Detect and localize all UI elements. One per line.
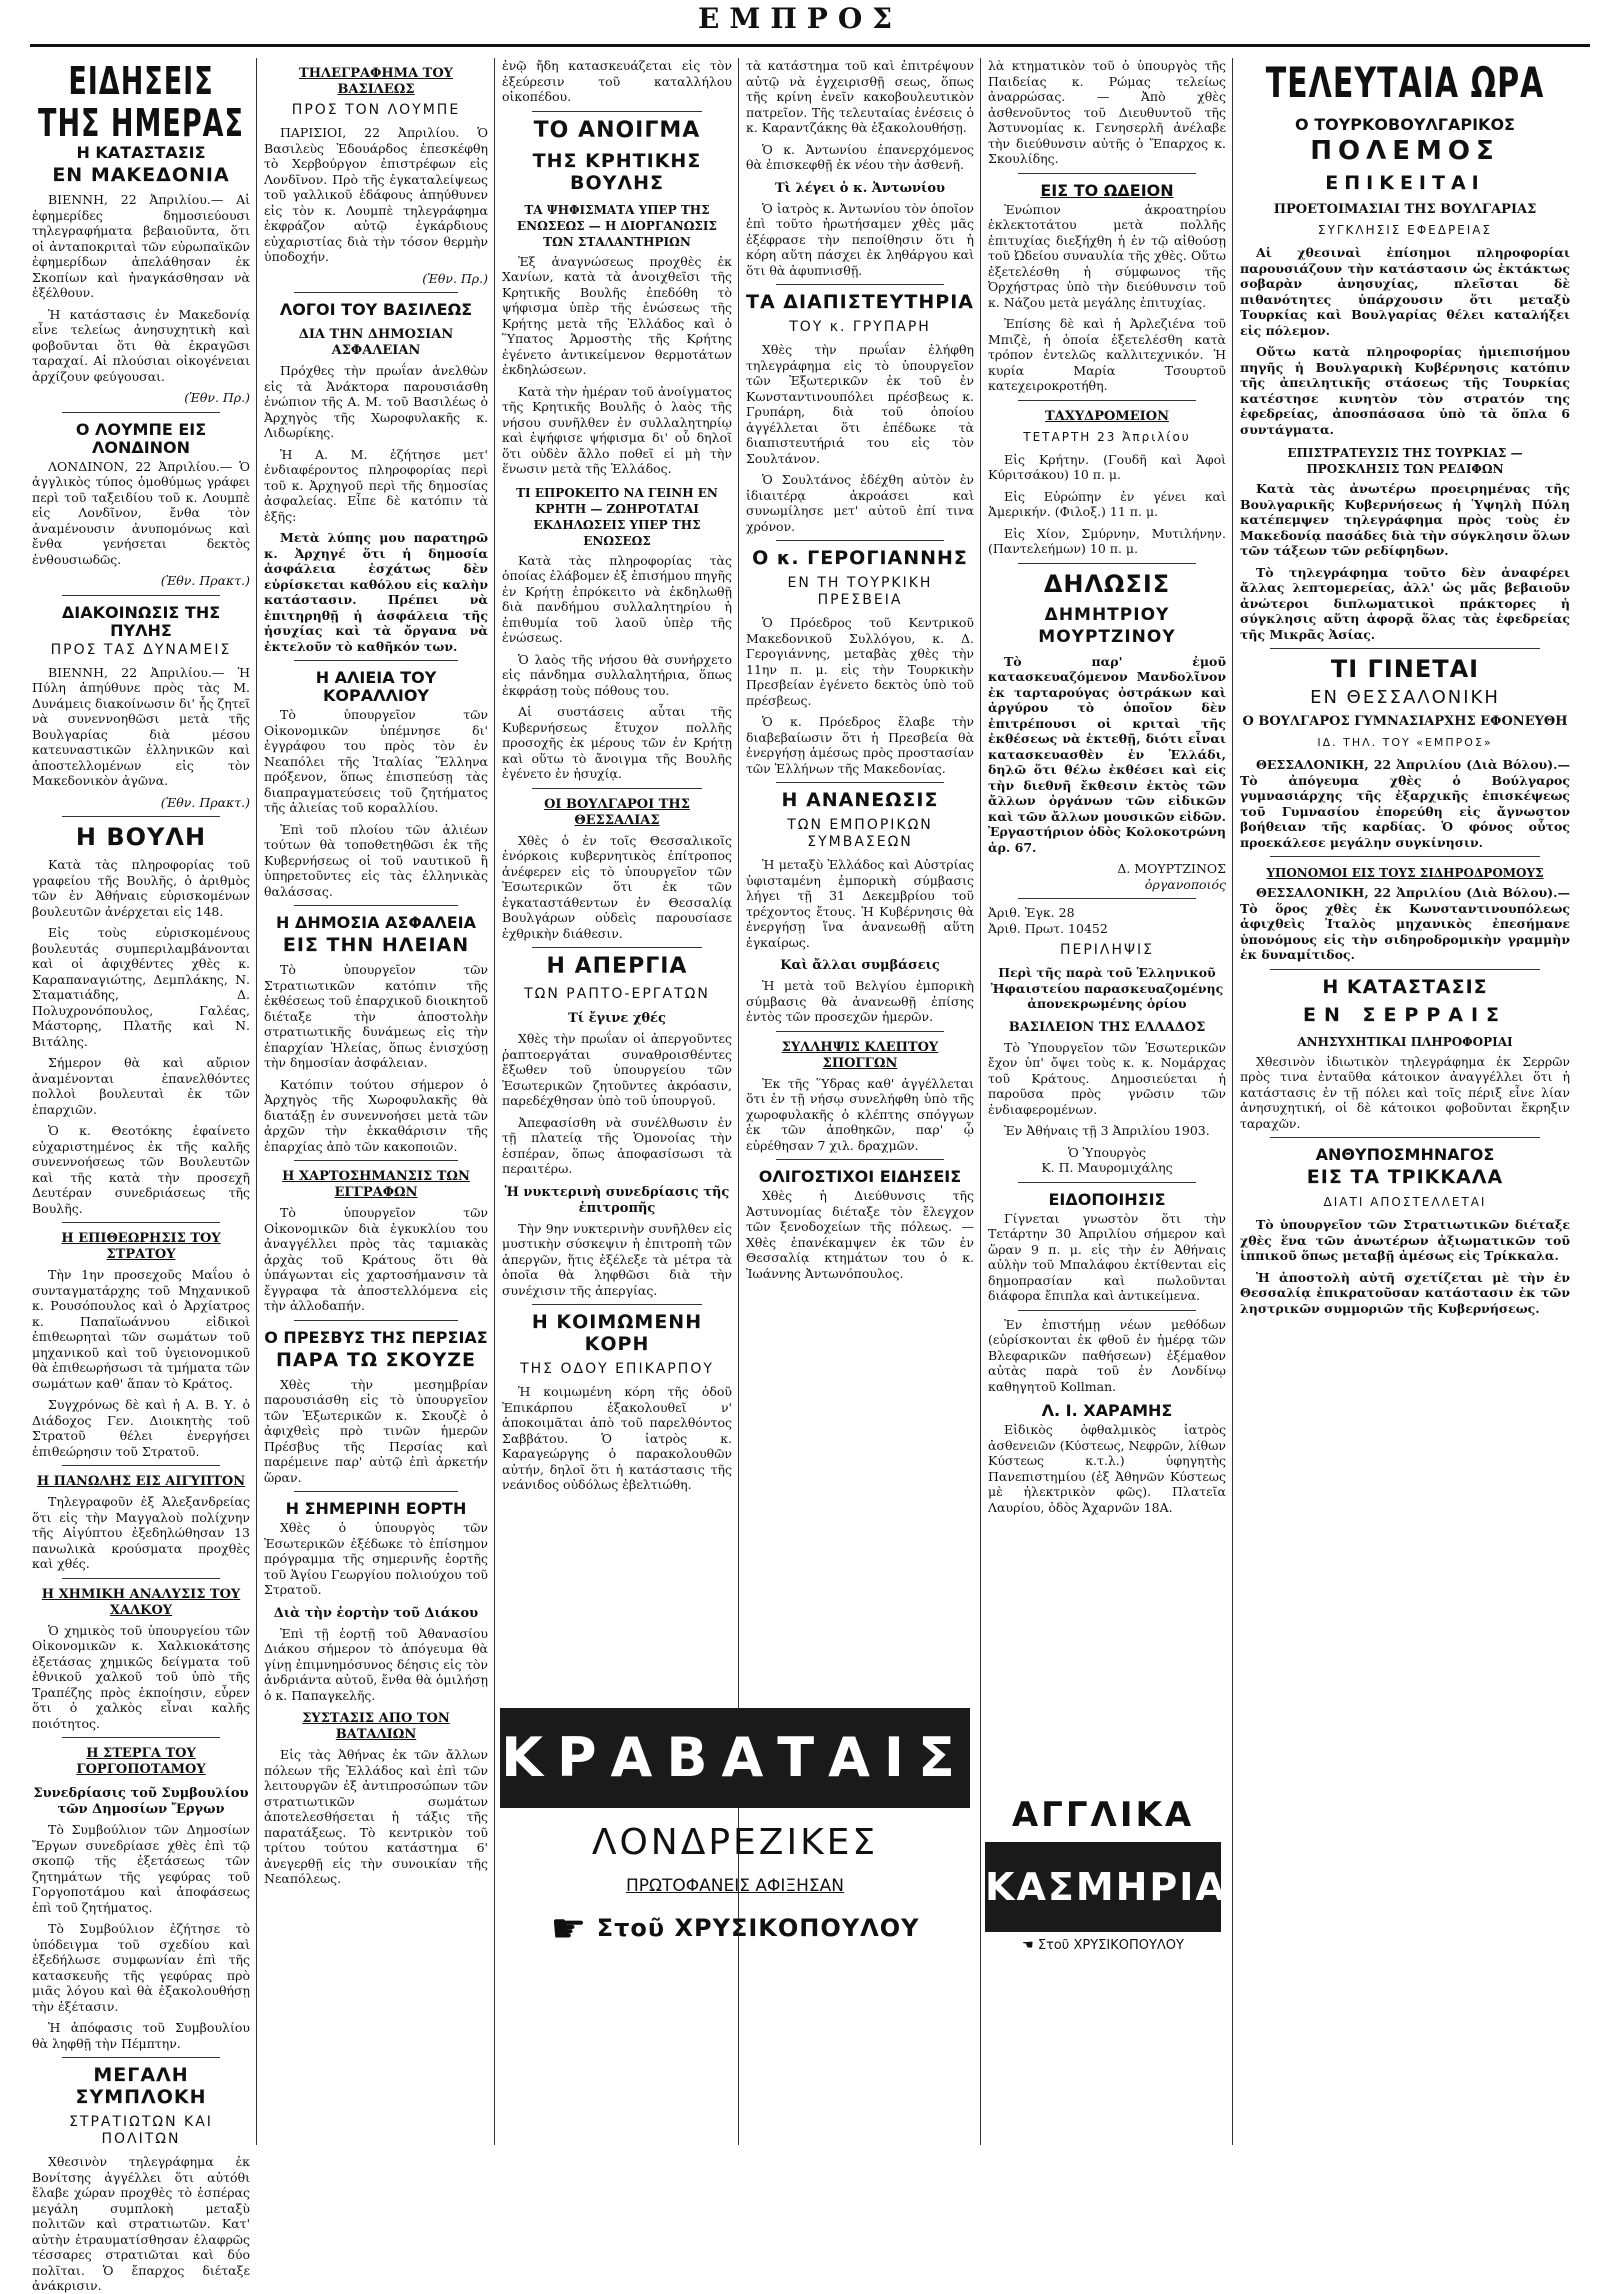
divider: [1270, 1137, 1540, 1138]
article-paragraph: Τὸ ὑπουργεῖον τῶν Στρατιωτικῶν κατόπιν τῆς ἐκθέσεως τοῦ ἐπαρχικοῦ διοικητοῦ διέταξε τὴν ἀποστολὴν στρατιωτικῆς δυνάμεως εἰς τὴν ἐπαρχίαν Ἠλείας, ὅπως ἐνισχύσῃ τὴν δημοσίαν ἀσφάλειαν.: [264, 962, 488, 1070]
column-4: [746, 58, 974, 1695]
article-source: (Ἐθν. Πρ.): [422, 270, 488, 286]
article-paragraph: Αἱ χθεσιναὶ ἐπίσημοι πληροφορίαι παρουσιάζουν τὴν κατάστασιν ὡς ἐκτάκτως σοβαρὰν ἀνησυχίας, πλεῖσται δὲ πιθανότητες ὑπάρχουσιν ὅτι μεταξὺ Τουρκίας καὶ Βουλγαρίας θέλει καταλήξει εἰς πόλεμον.: [1240, 245, 1570, 338]
article-heading: ΕΝ ΘΕΣΣΑΛΟΝΙΚΗ: [1310, 687, 1500, 708]
post-line: Εἰς Εὐρώπην ἐν γένει καὶ Ἀμερικήν. (Φιλοξ.) 11 π. μ.: [988, 488, 1226, 519]
divider: [1018, 898, 1196, 899]
divider: [294, 1491, 458, 1492]
article-paragraph: λὰ κτηματικὸν τοῦ ὁ ὑπουργὸς τῆς Παιδείας κ. Ρώμας τελείως ἀναρρώσας. — Ἀπὸ χθὲς ἀσθενοῦντος τοῦ Διευθυντοῦ τῆς Ἀστυνομίας κ. Γενησερλῆ ἀνέλαβε τὴν διεύθυνσιν αὐτῆς ὁ Ἔπαρχος κ. Σκουλίδης.: [988, 58, 1226, 166]
article-heading: ΕΙΣ ΤΑ ΤΡΙΚΚΑΛΑ: [1306, 1166, 1504, 1188]
article-heading: ΕΙΣ ΤΟ ΩΔΕΙΟΝ: [1040, 180, 1174, 200]
divider: [62, 1737, 220, 1738]
article-paragraph: Χθὲς ὁ ὑπουργὸς τῶν Ἐσωτερικῶν ἐξέδωκε τὸ ἐπίσημον πρόγραμμα τῆς σημερινῆς ἑορτῆς τοῦ Ἁγίου Γεωργίου πολιούχου τοῦ Στρατοῦ.: [264, 1520, 488, 1597]
article-source: (Ἐθν. Πρακτ.): [160, 573, 250, 588]
article-subheading: Καὶ ἄλλαι συμβάσεις: [780, 958, 940, 973]
article-heading: Η ΧΗΜΙΚΗ ΑΝΑΛΥΣΙΣ ΤΟΥ ΧΑΛΚΟΥ: [41, 1586, 241, 1618]
article-heading: Η ΒΟΥΛΗ: [75, 823, 207, 851]
article-paragraph: Ἡ ἀποστολὴ αὐτῆ σχετίζεται μὲ τὴν ἐν Θεσσαλίᾳ ἐπικρατοῦσαν κατάστασιν ἐκ τῶν ληστρικῶν συμμοριῶν τῆς Κυβερνήσεως.: [1240, 1269, 1570, 1316]
article-paragraph: Ἡ μετὰ τοῦ Βελγίου ἐμπορικὴ σύμβασις θὰ ἀνανεωθῇ ἐπίσης ἐντὸς τῶν προσεχῶν ἡμερῶν.: [746, 978, 974, 1024]
article-paragraph: Τὴν 9ην νυκτερινὴν συνῆλθεν εἰς μυστικὴν σύσκεψιν ἡ ἐπιτροπὴ τῶν ἀπεργῶν, ἥτις ἐξέλεξε τὰ μέτρα τὰ ὁποῖα θὰ ληφθῶσι διὰ τὴν συνέχισιν τῆς ἀπεργίας.: [502, 1220, 732, 1298]
article-paragraph: Ὁ λαὸς τῆς νήσου θὰ συνήρχετο εἰς πάνδημα συλλαλητήρια, ὅπως ἐκφράσῃ τοὺς πόθους του.: [502, 651, 732, 698]
article-heading: Η ΣΗΜΕΡΙΝΗ ΕΟΡΤΗ: [285, 1499, 467, 1518]
article-subheading: Ἡ νυκτερινὴ συνεδρίασις τῆς ἐπιτροπῆς: [504, 1184, 730, 1216]
article-paragraph: Χθὲς ὁ ἐν τοῖς Θεσσαλικοῖς ἐνόρκοις κυβερνητικὸς ἐπίτροπος ἀνέφερεν εἰς τὸ ὑπουργεῖον τῶν Ἐσωτερικῶν ὅτι ἐκ τῶν ἐγκαταστάθεντων ἐν Θεσσαλίᾳ Βουλγάρων οὐδεὶς παρουσίασε ἐχθρικὴν διάθεσιν.: [502, 832, 732, 941]
doctor-name: Λ. Ι. ΧΑΡΑΜΗΣ: [1041, 1401, 1173, 1420]
article-heading: ΕΙΣ ΤΗΝ ΗΛΕΙΑΝ: [282, 934, 470, 956]
article-heading: Ο ΛΟΥΜΠΕ ΕΙΣ ΛΟΝΔΙΝΟΝ: [75, 419, 207, 457]
advert-cashmere-heading: ΑΓΓΛΙΚΑ: [1011, 1795, 1195, 1835]
masthead: ΕΜΠΡΟΣ: [697, 2, 903, 35]
divider: [776, 1159, 944, 1160]
column-rule: [256, 58, 257, 2145]
article-paragraph: Τὸ Συμβούλιον τῶν Δημοσίων Ἔργων συνεδρίασε χθὲς ἐπὶ τῷ σκοπῷ τῆς ἐξετάσεως τῶν ζητημάτων τῆς γεφύρας τοῦ Γοργοποτάμου καὶ ἀποφάσεως ἐπὶ τοῦ ζητήματος.: [32, 1822, 250, 1915]
column-rule: [1232, 58, 1233, 2145]
article-paragraph: Χθὲς τὴν μεσημβρίαν παρουσιάσθη εἰς τὸ ὑπουργεῖον τῶν Ἐξωτερικῶν κ. Σκουζὲ ὁ ἀφιχθεὶς πρὸ τινῶν ἡμερῶν Πρέσβυς τῆς Περσίας καὶ παρέμεινε παρ' αὐτῷ ἐπὶ ἀρκετήν ὥραν.: [264, 1376, 488, 1485]
article-paragraph: Κατόπιν τούτου σήμερον ὁ Ἀρχηγὸς τῆς Χωροφυλακῆς θὰ διατάξῃ ἐν συνεννοήσει μετὰ τῶν ἀρχῶν τὴν ἐκκαθάρισιν τῆς ἐπαρχίας ἀπὸ τῶν κακοποιῶν.: [264, 1076, 488, 1154]
article-paragraph: Πρόχθες τὴν πρωΐαν ἀνελθὼν εἰς τὰ Ἀνάκτορα παρουσιάσθη ἐνώπιον τῆς Α. Μ. τοῦ Βασιλέως ὁ Ἀρχηγὸς τῆς Χωροφυλακῆς κ. Λιδωρίκης.: [264, 363, 488, 440]
article-subheading: ΤΙ ΕΠΡΟΚΕΙΤΟ ΝΑ ΓΕΙΝΗ ΕΝ ΚΡΗΤΗ — ΖΩΗΡΟΤΑΤΑΙ ΕΚΔΗΛΩΣΕΙΣ ΥΠΕΡ ΤΗΣ ΕΝΩΣΕΩΣ: [516, 485, 718, 548]
article-paragraph: ΠΑΡΙΣΙΟΙ, 22 Ἀπριλίου. Ὁ Βασιλεὺς Ἐδουάρδος ἐπεσκέφθη τὸ Χερβούργον ἐπιστρέφων εἰς Λονδῖνον. Πρὸ τῆς ἐγκαταλείψεως τοῦ γαλλικοῦ ἐδάφους ἀπηύθυνεν εἰς τὸν κ. Λουμπὲ τηλεγράφημα ἐκφράζον αὐτῷ ἐγκάρδιους εὐχαριστίας διὰ τὴν τόσον θερμὴν ὑποδοχήν.: [264, 125, 488, 264]
article-paragraph: Ἐπίσης δὲ καὶ ἡ Ἀρλεζιένα τοῦ Μπιζὲ, ἡ ὁποία ἐξετελέσθη κατὰ τρόπον ἐντελῶς καλλιτεχνικόν. Ἡ κυρία Μαρία Τσουρτοῦ κατεχειροκροτήθη.: [988, 316, 1226, 393]
article-source: (Ἐθν. Πρ.): [184, 390, 250, 405]
article-paragraph: Συγχρόνως δὲ καὶ ἡ Α. Β. Υ. ὁ Διάδοχος Γεν. Διοικητὴς τοῦ Στρατοῦ θέλει ἐνεργήσει ἐπιθεώρησιν τοῦ Στρατοῦ.: [32, 1397, 250, 1459]
divider: [62, 1222, 220, 1223]
column-1: [32, 58, 250, 2293]
article-heading: Η ΚΟΙΜΩΜΕΝΗ ΚΟΡΗ: [531, 1311, 703, 1355]
column-6: [1240, 58, 1570, 2145]
article-subheading: ΣΥΣΤΑΣΙΣ ΑΠΟ ΤΟΝ ΒΑΤΑΛΙΩΝ: [302, 1711, 450, 1742]
article-subheading: ΠΡΟΕΤΟΙΜΑΣΙΑΙ ΤΗΣ ΒΟΥΛΓΑΡΙΑΣ: [1273, 202, 1537, 217]
article-heading: Ο ΤΟΥΡΚΟΒΟΥΛΓΑΡΙΚΟΣ: [1295, 115, 1515, 134]
article-paragraph: Τὴν 1ην προσεχοῦς Μαΐου ὁ συνταγματάρχης τοῦ Μηχανικοῦ κ. Ρουσόπουλος καὶ ὁ Ἀρχίατρος κ. Παπαϊωάννου εἰδικοὶ ἐπιθεωρηταὶ τῶν σωμάτων τοῦ μηχανικοῦ καὶ τοῦ ὑγειονομικοῦ θὰ ἐπιθεωρήσωσι τὰ τμήματα τῶν σωμάτων καθ' ἅπαν τὸ Κράτος.: [32, 1267, 250, 1391]
article-paragraph: Εἰς τὰς Ἀθήνας ἐκ τῶν ἄλλων πόλεων τῆς Ἑλλάδος καὶ ἐπὶ τῶν λειτουργῶν ἐξ ἀντιπροσώπων τῶν στρατιωτικῶν σωμάτων ἀποτελεσθήσεται ἡ τάξις τῆς παρατάξεως. Τὸ κεντρικὸν τοῦ τρίτου τούτου κατάστημα 6' ἀνεγερθῇ εἰς τὴν συνοικίαν τῆς Νεαπόλεως.: [264, 1747, 488, 1886]
article-paragraph: Ἡ κατάστασις ἐν Μακεδονίᾳ εἶνε τελείως ἀνησυχητικὴ καὶ φοβοῦνται ὅτι θὰ ἐκραγῶσι ταραχαί. Αἱ πλούσιαι οἰκογένειαι ἀρχίζουν φεύγουσαι.: [32, 306, 250, 384]
article-heading: ΤΗΣ ΟΔΟΥ ΕΠΙΚΑΡΠΟΥ: [520, 1361, 714, 1377]
article-heading: ΤΟ ΑΝΟΙΓΜΑ: [533, 117, 701, 143]
article-heading: ΠΡΟΣ ΤΟΝ ΛΟΥΜΠΕ: [291, 102, 461, 118]
article-paragraph: Ὁ κ. Πρόεδρος ἔλαβε τὴν διαβεβαίωσιν ὅτι ἡ Πρεσβεία θὰ ἐνεργήσῃ ἀμέσως πρὸς προστασίαν τῶν Ἑλλήνων τῆς Μακεδονίας.: [746, 714, 974, 776]
divider: [294, 905, 458, 906]
column-banner: ΕΙΔΗΣΕΙΣ ΤΗΣ ΗΜΕΡΑΣ: [38, 60, 244, 146]
article-subheading: ΑΝΗΣΥΧΗΤΙΚΑΙ ΠΛΗΡΟΦΟΡΙΑΙ: [1297, 1034, 1513, 1049]
advert-cravats-banner: ΚΡΑΒΑΤΑΙΣ: [500, 1708, 970, 1808]
article-heading: ΑΝΘΥΠΟΣΜΗΝΑΓΟΣ: [1315, 1145, 1495, 1164]
article-paragraph: Τὸ Συμβούλιον ἐζήτησε τὸ ὑπόδειγμα τοῦ σχεδίου καὶ ἐξεδήλωσε συμφωνίαν ἐπὶ τῆς κατασκευῆς τῆς γεφύρας πρὸ μιᾶς λόγου καὶ θὰ ἐξακολουθήσῃ τὴν ἐξέτασιν.: [32, 1921, 250, 2014]
divider: [1018, 173, 1196, 174]
divider: [294, 660, 458, 661]
article-heading: Η ΧΑΡΤΟΣΗΜΑΝΣΙΣ ΤΩΝ ΕΓΓΡΑΦΩΝ: [282, 1169, 470, 1200]
article-paragraph: Ὁ κ. Ἀντωνίου ἐπανερχόμενος θὰ ἐπισκεφθῇ ἐκ νέου τὴν ἀσθενῆ.: [746, 141, 974, 172]
article-paragraph: Μετὰ λύπης μου παρατηρῶ κ. Ἀρχηγέ ὅτι ἡ δημοσία ἀσφάλεια ἐσχάτως δὲν εὑρίσκεται καθόλου εἰς καλὴν κατάστασιν. Πρέπει νὰ ἐπιτηρηθῇ ἡ ἀσφάλεια τῆς ἡσυχίας καὶ τὰ ὄργανα νὰ ἐκτελοῦν τὸ καθῆκόν των.: [264, 530, 488, 654]
divider: [776, 540, 944, 541]
divider: [62, 816, 220, 817]
registry-number: Ἀριθ. Ἐγκ. 28: [988, 905, 1075, 920]
article-paragraph: Χθεσινὸν ἰδιωτικὸν τηλεγράφημα ἐκ Σερρῶν πρὸς τινα ἐνταῦθα κάτοικον ἀναγγέλλει ὅτι ἡ κατάστασις ἐν τῇ πόλει καὶ τοῖς πέριξ εἶνε λίαν ἀνησυχητική, οἱ δὲ κάτοικοι φοβοῦνται ἔκρηξιν ταραχῶν.: [1240, 1053, 1570, 1131]
article-paragraph: ΘΕΣΣΑΛΟΝΙΚΗ, 22 Ἀπριλίου (Διὰ Βόλου).— Τὸ ὅρος χθὲς ἐκ Κωνσταντινουπόλεως ἀφιχθεὶς Ἰταλὸς μηχανικὸς ἐπεσήμανε ὑπονόμους εἰς τὴν σιδηροδρομικὴν γραμμὴν ἐκ δυναμίτιδος.: [1240, 885, 1570, 962]
article-paragraph: Τὸ ὑπουργεῖον τῶν Στρατιωτικῶν διέταξε χθὲς ἕνα τῶν ἀνωτέρων ἀξιωματικῶν τοῦ ἱππικοῦ ὅπως μεταβῇ ἀμέσως εἰς Τρίκκαλα.: [1240, 1217, 1570, 1263]
advert-cashmere-shop: [978, 1934, 1228, 1958]
article-heading: ΤΟΥ κ. ΓΡΥΠΑΡΗ: [789, 319, 931, 335]
article-paragraph: Τὸ ὑπουργεῖον τῶν Οἰκονομικῶν διὰ ἐγκυκλίου του ἀναγγέλλει πρὸς τὰς ταμιακὰς ἀρχὰς τοῦ Κράτους ὅτι θὰ ὑπάγωνται εἰς χαρτοσήμανσιν τὰ ἔγγραφα τὰ ἀποστελλόμενα εἰς τὴν ἀλλοδαπήν.: [264, 1205, 488, 1313]
article-heading: Η ΑΠΕΡΓΙΑ: [546, 954, 688, 979]
column-banner: ΤΕΛΕΥΤΑΙΑ ΩΡΑ: [1265, 59, 1545, 109]
column-3: [502, 58, 732, 1695]
registry-number: Ἀριθ. Πρωτ. 10452: [988, 920, 1108, 936]
article-subheading: ΔΙΑΤΙ ΑΠΟΣΤΕΛΛΕΤΑΙ: [1323, 1195, 1487, 1209]
divider: [532, 788, 702, 789]
divider: [776, 782, 944, 783]
article-heading: ΤΑΧΥΔΡΟΜΕΙΟΝ: [1045, 408, 1169, 424]
column-5: [988, 58, 1226, 1775]
divider: [1270, 856, 1540, 857]
article-paragraph: Ἡ ἀπόφασις τοῦ Συμβουλίου θὰ ληφθῇ τὴν Πέμπτην.: [32, 2020, 250, 2051]
article-heading: ΔΙΑ ΤΗΝ ΔΗΜΟΣΙΑΝ ΑΣΦΑΛΕΙΑΝ: [298, 327, 454, 358]
article-heading: ΕΝ ΣΕΡΡΑΙΣ: [1302, 1003, 1508, 1026]
divider: [1018, 1182, 1196, 1183]
divider: [62, 412, 220, 413]
article-source: (Ἐθν. Πρακτ.): [160, 794, 250, 810]
article-heading: ΤΗΣ ΚΡΗΤΙΚΗΣ ΒΟΥΛΗΣ: [532, 149, 702, 194]
article-paragraph: Ἀπεφασίσθη νὰ συνέλθωσιν ἐν τῇ πλατείᾳ τῆς Ὁμονοίας τὴν ἑσπέραν, ὅπως ἀποφασίσωσι τὰ περαιτέρω.: [502, 1114, 732, 1176]
article-paragraph: Οὕτω κατὰ πληροφορίας ἡμιεπισήμου πηγῆς ἡ Βουλγαρικὴ Κυβέρνησις κατόπιν τῆς ἀπειλητικῆς στάσεως τῆς Τουρκίας κατέστησε κινητὸν τὸν στρατόν της ἐφεδρείας, ἀποσπάσασα ὑπὸ τὰ ὅπλα 6 συντάγματα.: [1240, 344, 1570, 437]
divider: [1018, 563, 1196, 564]
article-paragraph: ἐνῷ ἤδη κατασκευάζεται εἰς τὸν ἐξεύρεσιν τοῦ καταλλήλου οἰκοπέδου.: [502, 58, 732, 104]
article-paragraph: Εἰς τοὺς εὑρισκομένους βουλευτάς συμπεριλαμβάνονται καὶ οἱ ἀφιχθέντες χθὲς κ. Καραπαναγιώτης, Δεμπλάκης, Ν. Σταματιάδης, Δ. Πολυχρονόπουλος, Γαλέας, Μάστορης, Πλατῆς καὶ Ν. Βιτάλης.: [32, 925, 250, 1049]
article-paragraph: Ἐν ἐπιστήμῃ νέων μεθόδων (εὑρίσκονται ἐκ φθοῦ ἐν ἡμέρᾳ τῶν Βλεφαρικῶν παθήσεων) ἐξέμαθον αὐτὰς παρὰ τοῦ ἐν Λονδίνῳ καθηγητοῦ Kollman.: [988, 1316, 1226, 1394]
article-paragraph: Ὁ ἰατρὸς κ. Ἀντωνίου τὸν ὁποῖον ἐπὶ τοῦτο ἠρωτήσαμεν χθὲς μᾶς ἐξέφρασε τὴν πεποίθησιν ὅτι ἡ κόρη αὕτη πάσχει ἐκ ληθάργου καὶ ὅτι θὰ ἀφυπνισθῇ.: [746, 200, 974, 278]
article-heading: ΒΑΣΙΛΕΙΟΝ ΤΗΣ ΕΛΛΑΔΟΣ: [1008, 1019, 1206, 1035]
advert-cravats-shop: [500, 1906, 970, 1952]
article-paragraph: Ἐπὶ τοῦ πλοίου τῶν ἁλιέων τούτων θὰ τοποθετηθῶσι ἐκ τῆς Κυβερνήσεως οἱ τοῦ ναυτικοῦ ἢ ὑπηρετοῦντες εἰς τὰς ἑλληνικὰς θαλάσσας.: [264, 821, 488, 899]
article-heading: Ο κ. ΓΕΡΟΓΙΑΝΝΗΣ: [752, 547, 968, 569]
divider: [1270, 648, 1540, 649]
article-heading: ΠΑΡΑ ΤΩ ΣΚΟΥΖΕ: [276, 1348, 476, 1371]
article-heading: ΣΥΛΛΗΨΙΣ ΚΛΕΠΤΟΥ ΣΠΟΓΓΩΝ: [781, 1039, 939, 1071]
article-heading: Η ΚΑΤΑΣΤΑΣΙΣ: [1322, 975, 1488, 998]
divider: [776, 1031, 944, 1032]
article-paragraph: Γίγνεται γνωστὸν ὅτι τὴν Τετάρτην 30 Ἀπριλίου σήμερον καὶ ὥραν 9 π. μ. εἰς τὴν ἐν Ἀθήναις αὐλὴν τοῦ Μπαλάφου ἐκτίθενται εἰς δημοπρασίαν καὶ πωλοῦνται διάφορα ἔπιπλα καὶ ἀντικείμενα.: [988, 1210, 1226, 1303]
divider: [62, 595, 220, 596]
article-heading: ΕΠΙΚΕΙΤΑΙ: [1325, 172, 1485, 194]
article-heading: Η ΚΑΤΑΣΤΑΣΙΣ: [76, 143, 206, 162]
article-paragraph: τὰ κατάστημα τοῦ καὶ ἐπιτρέψουν αὐτῷ νὰ ἐγχειρισθῇ σεως, ὅπως τῆς κρίνη ἐνεῖν κακοβουλευτικὸν πατρεῖον. Τῆς τελευταίας ἐνέσεις ὁ κ. Καραντζάκης θὰ ἐξακολουθήσῃ.: [746, 58, 974, 135]
article-heading: Η ΑΛΙΕΙΑ ΤΟΥ ΚΟΡΑΛΛΙΟΥ: [315, 668, 437, 705]
article-paragraph: Χθὲς τὴν πρωΐαν οἱ ἀπεργοῦντες ῥαπτοεργάται συναθροισθέντες ἔξωθεν τοῦ ὑπουργείου τῶν Ἐσωτερικῶν ζητοῦντες ἀκρόασιν, παρεδέχθησαν ὑπὸ τοῦ ὑπουργοῦ.: [502, 1031, 732, 1108]
article-paragraph: Ὁ κ. Θεοτόκης ἐφαίνετο εὐχαριστημένος ἐκ τῆς καλῆς συνεννοήσεως τῶν Βουλευτῶν καὶ τῆς κατὰ τὴν προσεχῆ Δευτέραν συνεδριάσεως τῆς Βουλῆς.: [32, 1123, 250, 1216]
article-paragraph: Χθεσινὸν τηλεγράφημα ἐκ Βονίτσης ἀγγέλλει ὅτι αὐτόθι ἔλαβε χώραν προχθὲς τὸ ἑσπέρας μεγάλη συμπλοκὴ μεταξὺ πολιτῶν καὶ στρατιωτῶν. Κατ' αὐτὴν ἐτραυματίσθησαν ἐλαφρῶς τέσσαρες στρατιῶται καὶ δύο πολῖται. Ὁ ἔπαρχος διέταξε ἀνάκρισιν.: [32, 2154, 250, 2293]
article-paragraph: Ὁ Σουλτάνος ἐδέχθη αὐτὸν ἐν ἰδιαιτέρᾳ ἀκροάσει καὶ συνωμίλησε μετ' αὐτοῦ ἐπί τινα χρόνον.: [746, 472, 974, 534]
article-paragraph: Ἡ κοιμωμένη κόρη τῆς ὁδοῦ Ἐπικάρπου ἐξακολουθεῖ ν' ἀποκοιμᾶται ἀπὸ τοῦ παρελθόντος Σαββάτου. Ὁ ἰατρὸς κ. Καραγεώργης ὁ παρακολουθῶν αὐτήν, δηλοῖ ὅτι ἡ κατάστασις τῆς νεάνιδος οὐδόλως ἐβελτιώθη.: [502, 1384, 732, 1492]
minister-title: Ὁ Ὑπουργὸς: [1067, 1144, 1147, 1160]
article-date: Ἐν Ἀθήναις τῇ 3 Ἀπριλίου 1903.: [1004, 1123, 1210, 1138]
article-heading: ΣΤΡΑΤΙΩΤΩΝ ΚΑΙ ΠΟΛΙΤΩΝ: [69, 2114, 213, 2147]
article-subheading: ΙΔ. ΤΗΛ. ΤΟΥ «ΕΜΠΡΟΣ»: [1317, 736, 1493, 749]
column-rule: [494, 58, 495, 2145]
pointing-hand-icon: ☛: [550, 1906, 588, 1952]
article-paragraph: Ὁ Πρόεδρος τοῦ Κεντρικοῦ Μακεδονικοῦ Συλλόγου, κ. Δ. Γερογιάννης, μεταβὰς χθὲς τὴν 11ην π. μ. εἰς τὴν Τουρκικὴν Πρεσβείαν ἐγένετο δεκτὸς ὑπὸ τοῦ πρέσβεως.: [746, 615, 974, 708]
article-heading: ΛΟΓΟΙ ΤΟΥ ΒΑΣΙΛΕΩΣ: [279, 300, 473, 319]
advert-shop-name: Στοῦ ΧΡΥΣΙΚΟΠΟΥΛΟΥ: [1037, 1938, 1184, 1953]
article-paragraph: Τὸ τηλεγράφημα τοῦτο δὲν ἀναφέρει ἄλλας λεπτομερείας, ἀλλ' ὡς μᾶς βεβαιοῦν ἀνώτεροι διπλωματικοὶ πράκτορες ἡ σύγκλησις αὕτη ἀφορᾷ ὅλας τὰς ἐφεδρείας τῆς Μικρᾶς Ἀσίας.: [1240, 564, 1570, 642]
article-paragraph: ΒΙΕΝΝΗ, 22 Ἀπριλίου.— Ἡ Πύλη ἀπηύθυνε πρὸς τὰς Μ. Δυνάμεις διακοίνωσιν δι' ἧς ζητεῖ νὰ συνεννοηθῶσι μετὰ τῆς Βουλγαρίας διὰ μέσου κατευναστικῶν ἐλληνικῶν καὶ ἀποστελλομένων εἰς τὸν Μακεδονικὸν ἀγῶνα.: [32, 664, 250, 788]
article-heading: ΤΙ ΓΙΝΕΤΑΙ: [1330, 655, 1480, 683]
article-paragraph: Ἐπὶ τῇ ἑορτῇ τοῦ Ἀθανασίου Διάκου σήμερον τὸ ἀπόγευμα θὰ γίνῃ ἐπιμνημόσυνος δέησις εἰς τὸν ἀνδριάντα αὐτοῦ, ἔνθα θὰ ὁμιλήσῃ ὁ κ. Παπαγκελῆς.: [264, 1625, 488, 1703]
article-heading: ΠΟΛΕΜΟΣ: [1310, 136, 1500, 166]
article-paragraph: Ἡ Α. Μ. ἐζήτησε μετ' ἐνδιαφέροντος πληροφορίας περὶ τοῦ κ. Ἀρχηγοῦ περὶ τῆς δημοσίας ἀσφαλείας. Εἶπε δὲ κατόπιν τὰ ἑξῆς:: [264, 446, 488, 524]
article-paragraph: Ἐξ ἀναγνώσεως προχθὲς ἐκ Χανίων, κατὰ τὰ ἀνοιχθεῖσι τῆς Κρητικῆς Βουλῆς ἐπεδόθη τὸ ψήφισμα ὑπὲρ τῆς ἑνώσεως τῆς Κρήτης μετὰ τῆς Ἑλλάδος καὶ ὁ Ὕπατος Ἁρμοστὴς τῆς Κρήτης ἐγένετο ἀντικείμενον θερμοτάτων ἐκδηλώσεων.: [502, 253, 732, 377]
article-heading: ΤΑ ΔΙΑΠΙΣΤΕΥΤΗΡΙΑ: [746, 291, 974, 313]
masthead-rule: [30, 44, 1590, 47]
article-paragraph: Τὸ παρ' ἐμοῦ κατασκευαζόμενον Μανδολῖνον ἐκ ταρταρούγας ὀστράκων καὶ ἀργύρου τὸ ὁποῖον δὲν ἐπιτρέπουσι οἱ κριταὶ τῆς ἐκθέσεως νὰ ἐκτεθῇ, διότι εἶναι κατασκευασθὲν ἐν Ἑλλάδι, δηλῶ ὅτι θέλω ἐκθέσει καὶ εἰς τὴν διεθνῆ ἔκθεσιν ἐκτὸς τῶν ἄλλων ὀργάνων τῶν εἰδικῶν καὶ τῶν ἄλλων μουσικῶν εἰδῶν. Ἐργαστήριον ὁδὸς Κολοκοτρώνη ἀρ. 67.: [988, 653, 1226, 855]
article-paragraph: Τὸ Ὑπουργεῖον τῶν Ἐσωτερικῶν ἔχον ὑπ' ὄψει τοὺς κ. κ. Νομάρχας τοῦ Κράτους. Δημοσιεύεται ἡ παροῦσα πρὸς γνῶσιν τῶν ἐνδιαφερομένων.: [988, 1039, 1226, 1117]
divider: [62, 1465, 220, 1466]
article-subheading: ΕΠΙΣΤΡΑΤΕΥΣΙΣ ΤΗΣ ΤΟΥΡΚΙΑΣ — ΠΡΟΣΚΛΗΣΙΣ ΤΩΝ ΡΕΔΙΦΩΝ: [1287, 446, 1523, 476]
article-heading: ΕΝ ΤΗ ΤΟΥΡΚΙΚΗ ΠΡΕΣΒΕΙΑ: [787, 575, 933, 608]
article-heading: ΟΛΙΓΟΣΤΙΧΟΙ ΕΙΔΗΣΕΙΣ: [758, 1167, 962, 1186]
article-heading: Ο ΠΡΕΣΒΥΣ ΤΗΣ ΠΕΡΣΙΑΣ: [264, 1327, 488, 1347]
pointing-hand-icon: ☚: [1022, 1938, 1034, 1953]
article-heading: Η ΕΠΙΘΕΩΡΗΣΙΣ ΤΟΥ ΣΤΡΑΤΟΥ: [61, 1231, 221, 1262]
post-date: ΤΕΤΑΡΤΗ 23 Ἀπριλίου: [1023, 429, 1191, 444]
advert-cravats-subtitle: ΛΟΝΔΡΕΖΙΚΕΣ: [591, 1822, 879, 1863]
article-paragraph: Κατὰ τὰς πληροφορίας τὰς ὁποίας ἐλάβομεν ἐξ ἐπισήμου πηγῆς ἐν Κρήτῃ ἐπρόκειτο νὰ ἐκδηλωθῇ διὰ πανδήμου συλλαλητηρίου ἡ ἐπιθυμία τοῦ λαοῦ ὑπὲρ τῆς ἑνώσεως.: [502, 552, 732, 645]
divider: [532, 1304, 702, 1305]
divider: [294, 1160, 458, 1161]
article-subheading: ΤΑ ΨΗΦΙΣΜΑΤΑ ΥΠΕΡ ΤΗΣ ΕΝΩΣΕΩΣ — Η ΔΙΟΡΓΑΝΩΣΙΣ ΤΩΝ ΣΤΑΛΑΝΤΗΡΙΩΝ: [517, 202, 717, 249]
divider: [294, 1320, 458, 1321]
article-paragraph: Ὁ χημικὸς τοῦ ὑπουργείου τῶν Οἰκονομικῶν κ. Χαλκιοκάτσης ἐξετάσας χημικῶς δείγματα τοῦ ἐθνικοῦ χαλκοῦ τοῦ ὑπὸ τῆς Τραπέζης πρὸς ἐκποίησιν, εὗρεν ὅτι ὁ χαλκὸς εἶναι καλῆς ποιότητος.: [32, 1622, 250, 1731]
article-heading: Η ΔΗΜΟΣΙΑ ΑΣΦΑΛΕΙΑ: [275, 913, 477, 932]
article-subheading: Διὰ τὴν ἑορτὴν τοῦ Διάκου: [273, 1605, 479, 1621]
article-paragraph: Εἰδικὸς ὀφθαλμικὸς ἰατρὸς ἀσθενειῶν (Κύστεως, Νεφρῶν, λίθων Κύστεως κ.τ.λ.) ὑφηγητὴς Πανεπιστημίου (ἐξ Ἀθηνῶν Κύστεως μὲ ἠλεκτρικὸν φῶς). Πλατεῖα Λαυρίου, ὁδὸς Ἀχαρνῶν 18Α.: [988, 1422, 1226, 1515]
divider: [1018, 400, 1196, 401]
article-heading: ΕΙΔΟΠΟΙΗΣΙΣ: [1048, 1189, 1166, 1209]
article-heading: ΥΠΟΝΟΜΟΙ ΕΙΣ ΤΟΥΣ ΣΙΔΗΡΟΔΡΟΜΟΥΣ: [1266, 866, 1544, 880]
article-paragraph: Τηλεγραφοῦν ἐξ Ἀλεξανδρείας ὅτι εἰς τὴν Μαγγαλοὺ πολίχνην τῆς Αἰγύπτου ἐξεδηλώθησαν 13 πανωλικὰ κρούσματα προχθὲς καὶ χθές.: [32, 1494, 250, 1571]
divider: [1018, 1310, 1196, 1311]
article-paragraph: Περὶ τῆς παρὰ τοῦ Ἑλληνικοῦ Ἠφαιστείου παρασκευαζομένης ἀπονεκρωμένης ὁρίου: [990, 965, 1224, 1011]
signature: Δ. ΜΟΥΡΤΖΙΝΟΣ: [1117, 861, 1226, 876]
article-heading: ΤΩΝ ΕΜΠΟΡΙΚΩΝ ΣΥΜΒΑΣΕΩΝ: [787, 817, 933, 850]
article-paragraph: Κατὰ τὴν ἡμέραν τοῦ ἀνοίγματος τῆς Κρητικῆς Βουλῆς ὁ λαὸς τῆς νήσου συνῆλθεν ἐν συλλαλητηρίῳ καὶ ἐψήφισε ψήφισμα δι' οὗ δηλοῖ ὅτι οὐδὲν ἄλλο ποθεῖ εἰ μὴ τὴν ἕνωσιν μετὰ τῆς Ἑλλάδος.: [502, 383, 732, 476]
divider: [62, 2057, 220, 2058]
article-paragraph: Χθὲς ἡ Διεύθυνσις τῆς Ἀστυνομίας διέταξε τὸν ἔλεγχον τῶν ξενοδοχείων τῆς πόλεως. — Χθὲς ἐπανέκαμψεν ἐκ τῶν ἐν Θεσσαλίᾳ κτημάτων του ὁ κ. Ἰωάννης Ἀντωνόπουλος.: [746, 1188, 974, 1281]
article-paragraph: Χθὲς τὴν πρωΐαν ἐλήφθη τηλεγράφημα εἰς τὸ ὑπουργεῖον τῶν Ἐξωτερικῶν ἐκ τοῦ ἐν Κωνσταντινουπόλει πρέσβεως κ. Γρυπάρη, διὰ τοῦ ὁποίου ἀγγέλλεται ὅτι ἐπέδωκε τὰ διαπιστευτήριά του εἰς τὸν Σουλτάνον.: [746, 342, 974, 466]
divider: [532, 111, 702, 112]
article-paragraph: ΛΟΝΔΙΝΟΝ, 22 Ἀπριλίου.— Ὁ ἀγγλικὸς τύπος ὁμοθύμως γράφει περὶ τοῦ ταξειδίου τοῦ κ. Λουμπὲ εἰς Λονδῖνον, ἔνθα τὸν ἀναμένουσιν ἀνυπομόνως καὶ ἔνθα γενήσεται δεκτὸς ἐνθουσιωδῶς.: [32, 458, 250, 567]
article-paragraph: Κατὰ τὰς πληροφορίας τοῦ γραφείου τῆς Βουλῆς, ὁ ἀριθμὸς τῶν ἐν Ἀθήναις εὑρισκομένων βουλευτῶν ἀνέρχεται εἰς 148.: [32, 857, 250, 919]
article-heading: Η ΣΤΕΡΓΑ ΤΟΥ ΓΟΡΓΟΠΟΤΑΜΟΥ: [76, 1746, 206, 1777]
advert-cashmere-banner: ΚΑΣΜΗΡΙΑ: [985, 1842, 1221, 1932]
article-paragraph: Ἡ μεταξὺ Ἑλλάδος καὶ Αὐστρίας ὑφισταμένη ἐμπορικὴ σύμβασις λήγει τῇ 31 Δεκεμβρίου τοῦ τρέχοντος ἔτους. Ἡ Κυβέρνησις θὰ ἐνεργήσῃ ἵνα ἀνανεωθῇ αὕτη ἐγκαίρως.: [746, 857, 974, 950]
article-heading: ΠΕΡΙΛΗΨΙΣ: [1059, 942, 1155, 958]
article-paragraph: Αἱ συστάσεις αὗται τῆς Κυβερνήσεως ἔτυχον πολλῆς προσοχῆς ἐκ μέρους τῶν ἐν Κρήτῃ καὶ οὕτω τὸ ἄνοιγμα τῆς Βουλῆς ἐγένετο ἐν ἡσυχίᾳ.: [502, 704, 732, 781]
signature-title: ὀργανοποιός: [1144, 876, 1226, 892]
article-subheading: Τὶ λέγει ὁ κ. Ἀντωνίου: [774, 180, 946, 196]
divider: [294, 292, 458, 293]
article-paragraph: Κατὰ τὰς ἀνωτέρω προειρημένας τῆς Βουλγαρικῆς Κυβερνήσεως ἡ Ὑψηλὴ Πύλη κατέπεμψεν τηλεγράφημα πρὸς τοὺς ἐν Μακεδονίᾳ πασάδες διὰ τὴν σύγκλησιν ὅλων τῶν τάξεων τῶν ρεδίφηδων.: [1240, 481, 1570, 558]
article-paragraph: Ἐνώπιον ἀκροατηρίου ἐκλεκτοτάτου μετὰ πολλῆς ἐπιτυχίας διεξήχθη ἡ ἐν τῷ αἰθούσῃ τοῦ Ὠδείου συναυλία τῆς χθὲς. Οὕτω ἐξετελέσθη ἡ σύμφωνος τῆς Ὀρχήστρας ὑπὸ τὴν διεύθυνσιν τοῦ κ. Νάζου μετὰ μεγάλης ἐπιτυχίας.: [988, 201, 1226, 310]
article-heading: Η ΑΝΑΝΕΩΣΙΣ: [781, 789, 939, 811]
article-subheading: ΣΥΓΚΛΗΣΙΣ ΕΦΕΔΡΕΙΑΣ: [1317, 223, 1493, 237]
post-line: Εἰς Χίον, Σμύρνην, Μυτιλήνην. (Παντελεήμων) 10 π. μ.: [988, 525, 1226, 556]
article-subheading: Συνεδρίασις τοῦ Συμβουλίου τῶν Δημοσίων Ἔργων: [33, 1786, 249, 1817]
article-heading: ΟΙ ΒΟΥΛΓΑΡΟΙ ΤΗΣ ΘΕΣΣΑΛΙΑΣ: [544, 796, 690, 828]
divider: [532, 947, 702, 948]
divider: [776, 284, 944, 285]
divider: [1270, 969, 1540, 970]
article-heading: ΠΡΟΣ ΤΑΣ ΔΥΝΑΜΕΙΣ: [50, 641, 232, 658]
article-subheading: Ο ΒΟΥΛΓΑΡΟΣ ΓΥΜΝΑΣΙΑΡΧΗΣ ΕΦΟΝΕΥΘΗ: [1242, 714, 1568, 729]
article-heading: ΔΗΛΩΣΙΣ: [1043, 569, 1171, 598]
minister-name: Κ. Π. Μαυρομιχάλης: [1041, 1160, 1173, 1175]
article-paragraph: ΒΙΕΝΝΗ, 22 Ἀπριλίου.— Αἱ ἐφημερίδες δημοσιεύουσι τηλεγραφήματα βεβαιοῦντα, ὅτι οἱ ἀνταποκριταὶ τῶν εὐρωπαϊκῶν ἐφημερίδων ἀπελάθησαν ἐκ Σκοπίων καὶ ἠναγκάσθησαν νὰ ἐξέλθουν.: [32, 192, 250, 300]
post-line: Εἰς Κρήτην. (Γουδῆ καὶ Ἀφοὶ Κύριτσάκου) 10 π. μ.: [988, 451, 1226, 482]
article-paragraph: Ἐκ τῆς Ὕδρας καθ' ἀγγέλλεται ὅτι ἐν τῇ νήσῳ συνελήφθη ὑπὸ τῆς χωροφυλακῆς ὁ κλέπτης σπόγγων ἐκ τῶν ἀποθηκῶν, παρ' ᾧ εὑρέθησαν 7 χιλ. δραχμῶν.: [746, 1075, 974, 1153]
advert-shop-name: Στοῦ ΧΡΥΣΙΚΟΠΟΥΛΟΥ: [596, 1914, 920, 1942]
article-heading: ΤΩΝ ΡΑΠΤΟ-ΕΡΓΑΤΩΝ: [524, 986, 710, 1002]
article-heading: ΔΙΑΚΟΙΝΩΣΙΣ ΤΗΣ ΠΥΛΗΣ: [61, 602, 221, 640]
article-paragraph: Τὸ ὑπουργεῖον τῶν Οἰκονομικῶν ὑπέμνησε δι' ἐγγράφου του πρὸς τὸν ἐν Νεαπόλει τῆς Ἰταλίας Ἕλληνα πρόξενον, ὅπως ἐπισπεύσῃ τὰς διαπραγματεύσεις τοῦ ζητήματος τῆς ἁλιείας τοῦ κοραλλίου.: [264, 707, 488, 815]
article-paragraph: ΘΕΣΣΑΛΟΝΙΚΗ, 22 Ἀπριλίου (Διὰ Βόλου).— Τὸ ἀπόγευμα χθὲς ὁ Βούλγαρος γυμνασιάρχης τῆς ἐξαρχικῆς ἐπισκέψεως τοῦ Γυμνασίου ἐπορεύθη εἰς ἄγνωστον βοήθειαν τῆς καρδίας. Ὁ φόνος οὗτος προεκάλεσε μεγάλην συγκίνησιν.: [1240, 757, 1570, 850]
divider: [62, 1578, 220, 1579]
column-2: [264, 58, 488, 2145]
article-subheading: Τί ἔγινε χθές: [568, 1011, 666, 1026]
article-heading: ΜΕΓΑΛΗ ΣΥΜΠΛΟΚΗ: [75, 2064, 207, 2108]
advert-cravats-tagline: ΠΡΩΤΟΦΑΝΕΙΣ ΑΦΙΞΗΣΑΝ: [625, 1876, 845, 1896]
article-heading: ΕΝ ΜΑΚΕΔΟΝΙΑ: [52, 164, 230, 186]
article-heading: ΤΗΛΕΓΡΑΦΗΜΑ ΤΟΥ ΒΑΣΙΛΕΩΣ: [299, 66, 453, 97]
article-heading: Η ΠΑΝΩΛΗΣ ΕΙΣ ΑΙΓΥΠΤΟΝ: [36, 1474, 246, 1489]
article-heading: ΔΗΜΗΤΡΙΟΥ ΜΟΥΡΤΖΙΝΟΥ: [1038, 604, 1176, 647]
article-paragraph: Σήμερον θὰ καὶ αὔριον ἀναμένονται ἐπανελθόντες πολλοὶ βουλευταὶ ἐκ τῶν ἐπαρχιῶν.: [32, 1055, 250, 1117]
